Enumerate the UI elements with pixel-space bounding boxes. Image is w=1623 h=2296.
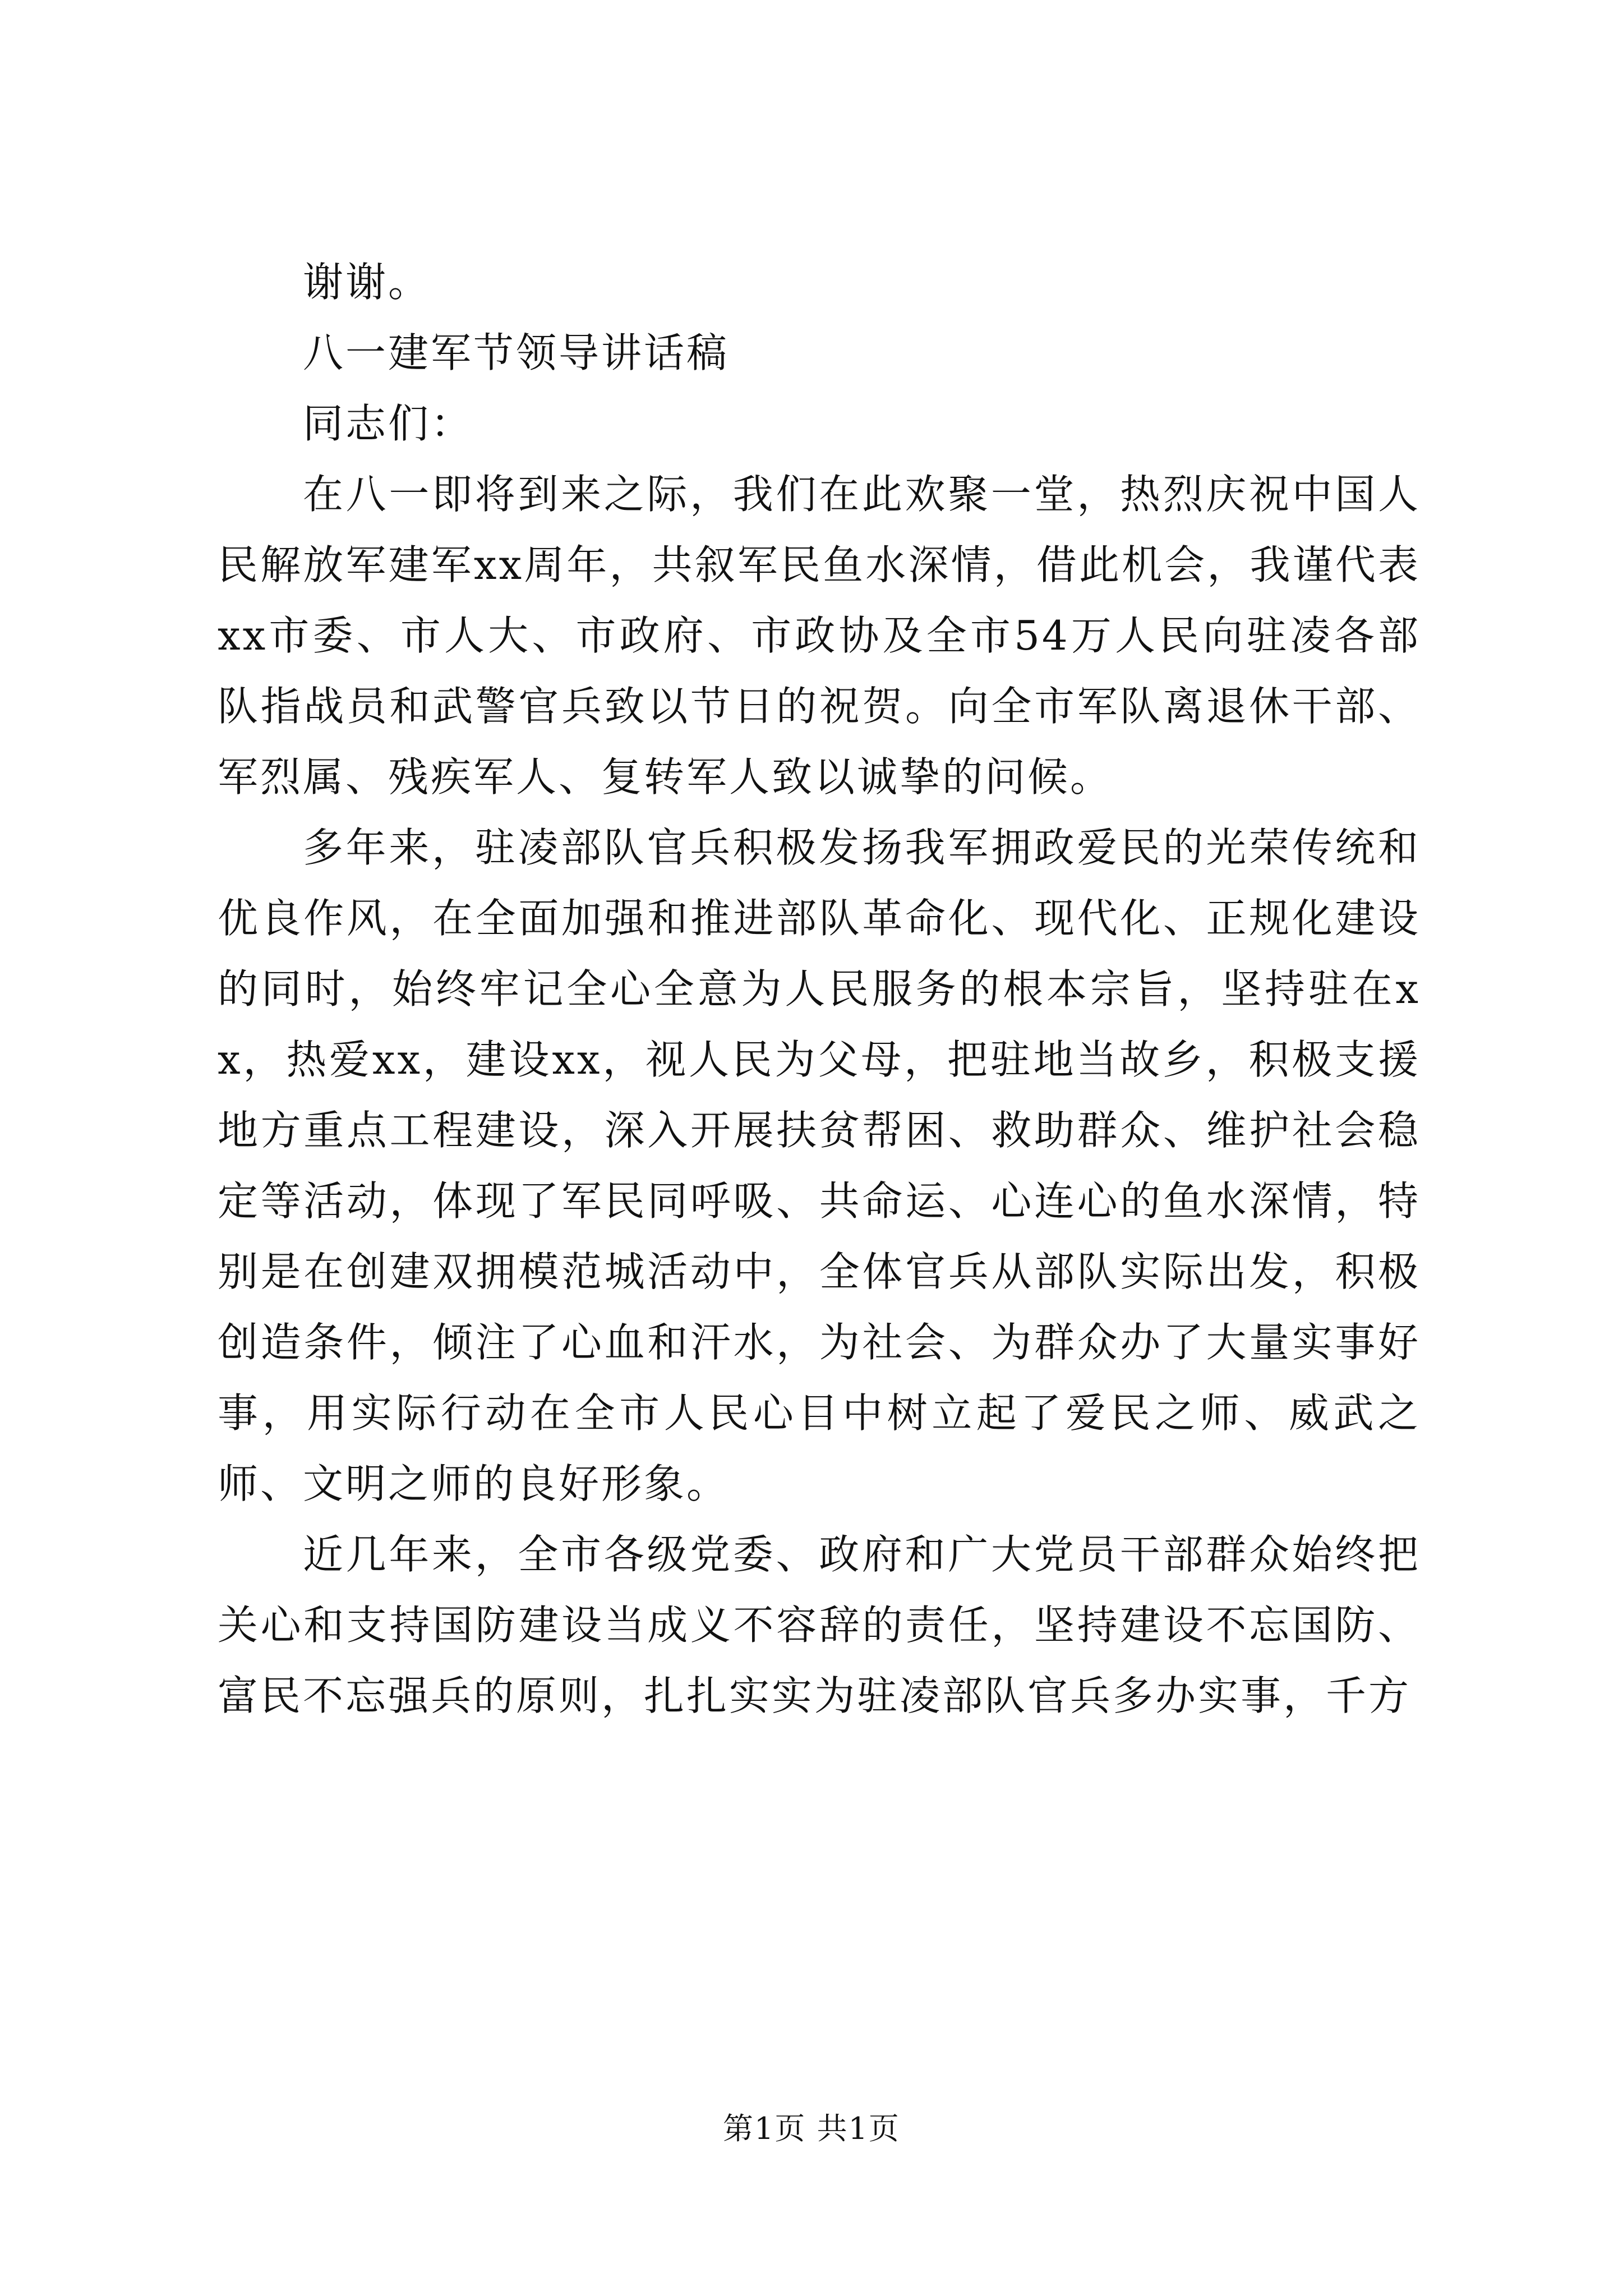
document-body [218,247,1421,1731]
paragraph-troops: 多年来，驻凌部队官兵积极发扬我军拥政爱民的光荣传统和优良作风，在全面加强和推进部队革命化、现代化、正规化建设的同时，始终牢记全心全意为人民服务的根本宗旨，坚持驻在xx，热爱xx，建设xx，视人民为父母，把驻地当故乡，积极支援地方重点工程建设，深入开展扶贫帮困、救助群众、维护社会稳定等活动，体现了军民同呼吸、共命运、心连心的鱼水深情，特别是在创建双拥模范城活动中，全体官兵从部队实际出发，积极创造条件，倾注了心血和汗水，为社会、为群众办了大量实事好事，用实际行动在全市人民心目中树立起了爱民之师、威武之师、文明之师的良好形象。 [218,824,1421,1507]
paragraph-city: 近几年来，全市各级党委、政府和广大党员干部群众始终把关心和支持国防建设当成义不容辞的责任，坚持建设不忘国防、富民不忘强兵的原则，扎扎实实为驻凌部队官兵多办实事，千方 [218,1531,1421,1719]
speech-title: 八一建军节领导讲话稿 [303,329,730,376]
paragraph-greeting: 在八一即将到来之际，我们在此欢聚一堂，热烈庆祝中国人民解放军建军xx周年，共叙军民鱼水深情，借此机会，我谨代表xx市委、市人大、市政府、市政协及全市54万人民向驻凌各部队指战员和武警官兵致以节日的祝贺。向全市军队离退休干部、军烈属、残疾军人、复转军人致以诚挚的问候。 [218,471,1421,800]
page-footer: 第1页 共1页 [723,2111,900,2146]
paragraph-thanks: 谢谢。 [303,259,431,306]
salutation: 同志们： [303,400,474,447]
